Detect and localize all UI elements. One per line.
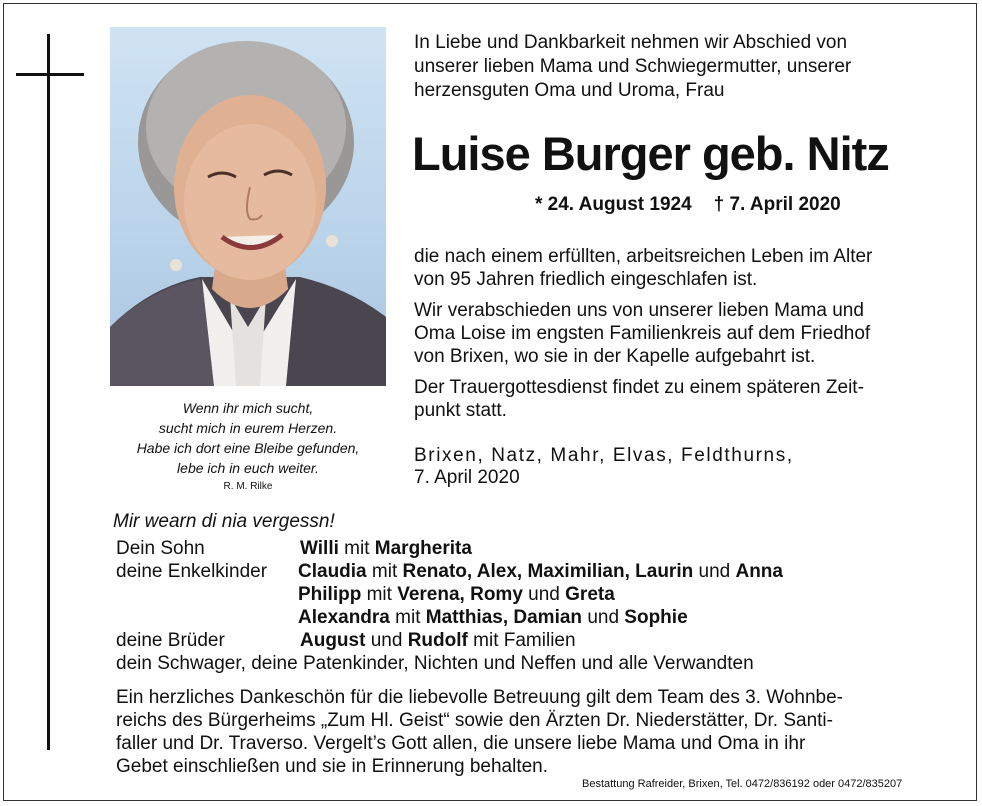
mourner-name: Philipp	[298, 584, 362, 605]
mourner-names	[298, 583, 615, 606]
thanks-line: Gebet einschließen und sie in Erinnerung behalten.	[116, 756, 549, 777]
paragraph-line: die nach einem erfüllten, arbeitsreichen Leben im Alter	[414, 246, 873, 267]
intro-line: herzensguten Oma und Uroma, Frau	[414, 80, 725, 101]
connector: und	[528, 584, 560, 605]
relation-label: deine Enkelkinder	[116, 561, 268, 582]
mourner-name: Claudia	[298, 561, 367, 582]
connector: mit Familien	[473, 630, 576, 651]
place-and-date	[414, 445, 794, 489]
mourner-names	[300, 629, 576, 652]
cross-icon	[47, 34, 50, 750]
paragraph-line: von Brixen, wo sie in der Kapelle aufgebahrt ist.	[414, 346, 816, 367]
connector: mit	[395, 607, 421, 628]
thanks-line: reichs des Bürgerheims „Zum Hl. Geist“ sowie den Ärzten Dr. Niederstätter, Dr. Santi-	[116, 710, 833, 731]
thanks-line: Ein herzliches Dankeschön für die liebevolle Betreuung gilt dem Team des 3. Wohnbe-	[116, 687, 843, 708]
poem	[100, 398, 396, 478]
intro-line: In Liebe und Dankbarkeit nehmen wir Abschied von	[414, 32, 848, 53]
mourner-names	[298, 560, 783, 583]
paragraph-farewell	[414, 299, 964, 368]
relation-label: dein Schwager, deine Patenkinder, Nichten und Neffen und alle Verwandten	[116, 653, 754, 674]
paragraph-line: von 95 Jahren friedlich eingeschlafen ist.	[414, 269, 758, 290]
date: 7. April 2020	[414, 467, 520, 488]
mourner-name: August	[300, 630, 366, 651]
poem-line: lebe ich in euch weiter.	[177, 460, 319, 476]
mourner-name: Greta	[565, 584, 615, 605]
deceased-name: Luise Burger geb. Nitz	[412, 127, 889, 180]
motto: Mir wearn di nia vergessn!	[113, 511, 335, 532]
poem-line: Habe ich dort eine Bleibe gefunden,	[136, 440, 360, 456]
poem-line: Wenn ihr mich sucht,	[182, 400, 314, 416]
poem-line: sucht mich in eurem Herzen.	[158, 420, 338, 436]
life-dates	[535, 194, 863, 216]
mourner-row-relatives	[116, 652, 754, 675]
mourner-row-brothers	[116, 629, 754, 652]
mourner-row-grandchild	[116, 583, 754, 606]
intro-text	[414, 31, 964, 103]
mourners-list	[116, 537, 783, 675]
connector: mit	[371, 561, 398, 582]
portrait-photo	[110, 27, 386, 386]
death-date: † 7. April 2020	[713, 194, 841, 215]
mourner-row-grandchildren	[116, 560, 783, 583]
connector: und	[587, 607, 620, 628]
mourner-names	[298, 606, 688, 629]
mourner-names	[300, 537, 472, 560]
paragraph-line: Oma Loise im engsten Familienkreis auf dem Friedhof	[414, 323, 871, 344]
connector: mit	[344, 538, 370, 559]
mourner-name: Anna	[735, 561, 783, 582]
mourner-name: Renato, Alex, Maximilian, Laurin	[402, 561, 694, 582]
paragraph-line: Der Trauergottesdienst findet zu einem späteren Zeit-	[414, 377, 864, 398]
place: Brixen, Natz, Mahr, Elvas, Feldthurns,	[414, 445, 794, 466]
connector: mit	[366, 584, 392, 605]
mourner-row-son	[116, 537, 754, 560]
birth-date: * 24. August 1924	[535, 194, 692, 215]
mourner-name: Willi	[300, 538, 339, 559]
connector: und	[698, 561, 731, 582]
mourner-name: Alexandra	[298, 607, 390, 628]
paragraph-line: Wir verabschieden uns von unserer lieben Mama und	[414, 300, 864, 321]
mourner-row-grandchild	[116, 606, 754, 629]
mourner-name: Sophie	[624, 607, 688, 628]
mourner-name: Matthias, Damian	[425, 607, 583, 628]
undertaker-credit: Bestattung Rafreider, Brixen, Tel. 0472/836192 oder 0472/835207	[582, 778, 903, 790]
thanks-line: faller und Dr. Traverso. Vergelt’s Gott allen, die unsere liebe Mama und Oma in ihr	[116, 733, 806, 754]
relation-label: deine Brüder	[116, 630, 225, 651]
thanks-paragraph	[116, 686, 956, 778]
intro-line: unserer lieben Mama und Schwiegermutter, unserer	[414, 56, 852, 77]
mourner-name: Margherita	[374, 538, 472, 559]
paragraph-service	[414, 376, 964, 422]
mourner-name: Verena, Romy	[397, 584, 523, 605]
connector: und	[370, 630, 403, 651]
cross-icon-bar	[16, 73, 84, 76]
mourner-name: Rudolf	[407, 630, 468, 651]
relation-label: Dein Sohn	[116, 538, 205, 559]
paragraph-line: punkt statt.	[414, 400, 507, 421]
paragraph-passing	[414, 245, 964, 291]
poem-author: R. M. Rilke	[223, 481, 273, 492]
